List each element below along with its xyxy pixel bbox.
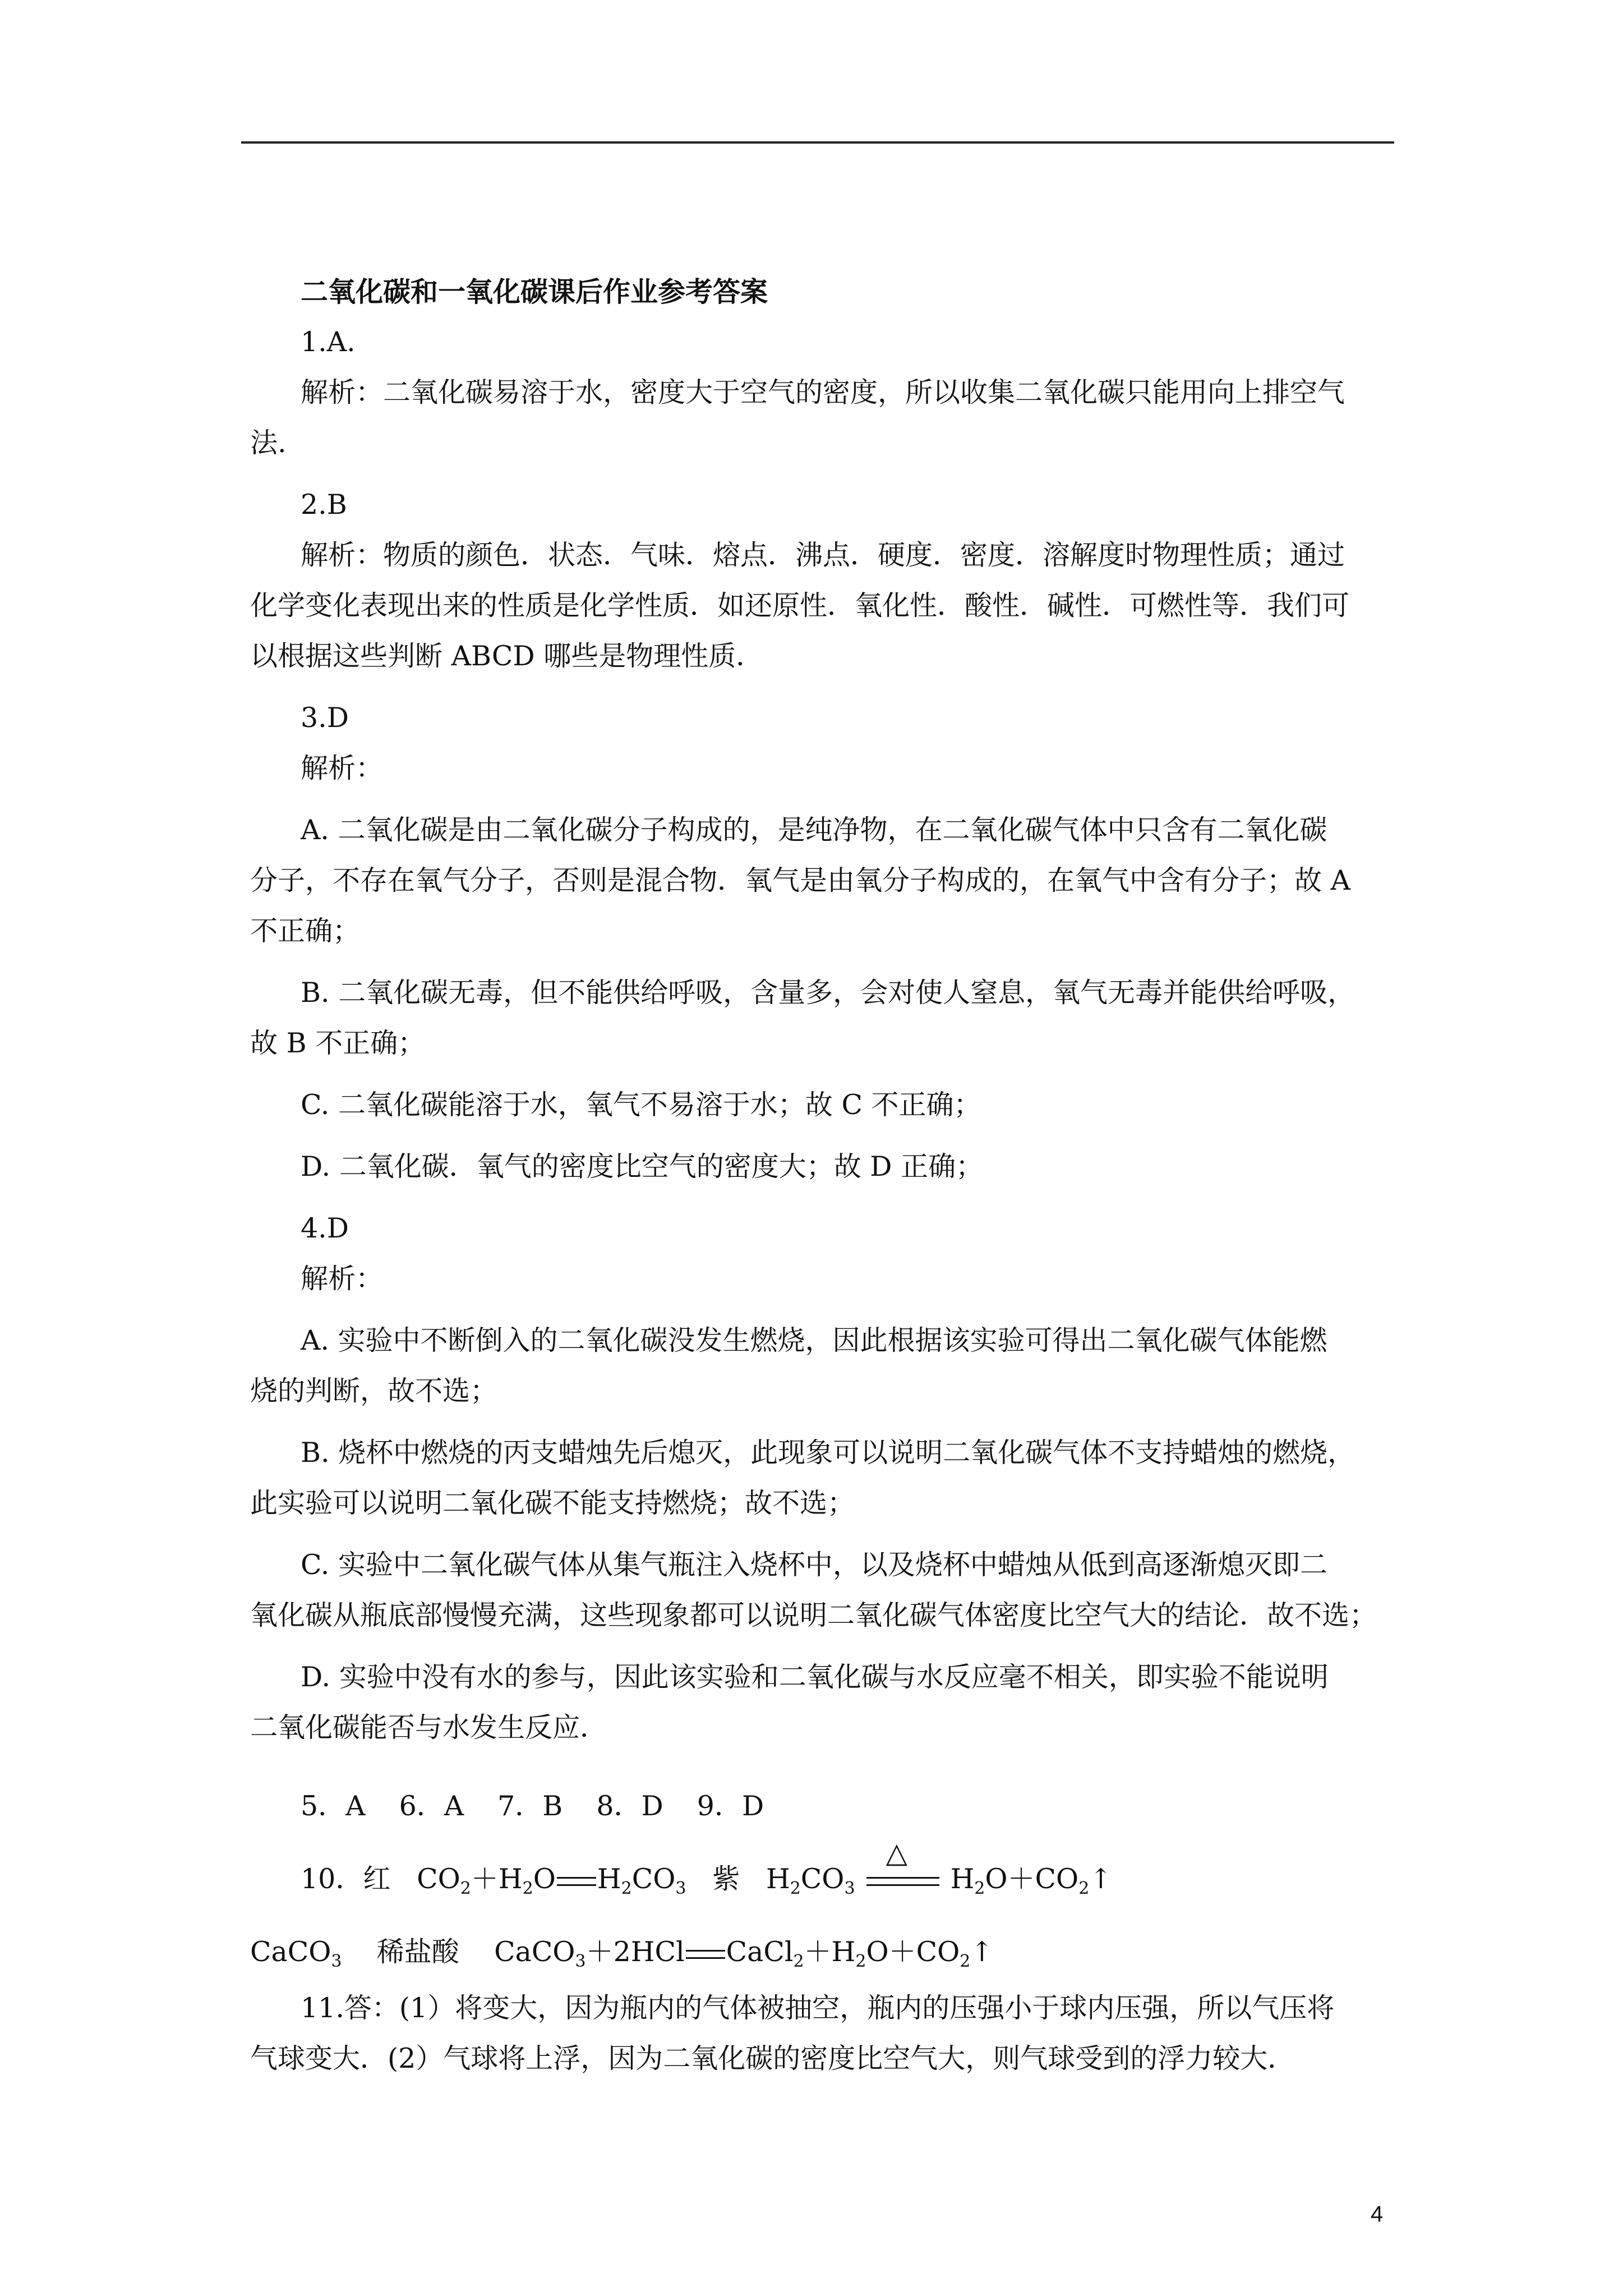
analysis-2-cont: 化学变化表现出来的性质是化学性质．如还原性．氧化性．酸性．碱性．可燃性等．我们可 [250, 590, 1350, 622]
answer-11: 11.答：(1）将变大，因为瓶内的气体被抽空，瓶内的压强小于球内压强，所以气压将 [301, 1992, 1335, 2024]
heat-triangle-icon: △ [886, 1837, 908, 1869]
answers-5-9 [301, 1789, 764, 1823]
analysis-2: 解析：物质的颜色．状态．气味．熔点．沸点．硬度．密度．溶解度时物理性质；通过 [301, 539, 1345, 571]
header-rule [241, 141, 1394, 144]
answer-5: 5．A [301, 1790, 366, 1822]
equals-sign [557, 1877, 596, 1886]
equation-caco3-hcl: CaCO$_3$＋2HCl $CaCl_2+H_2O+CO_2↑$ [494, 1936, 994, 1971]
analysis-4-c-cont: 氧化碳从瓶底部慢慢充满，这些现象都可以说明二氧化碳气体密度比空气大的结论．故不选； [250, 1599, 1377, 1631]
answer-2: 2.B [301, 489, 347, 521]
analysis-4-b-cont: 此实验可以说明二氧化碳不能支持燃烧；故不选； [250, 1487, 855, 1519]
analysis-3-a-cont: 不正确； [250, 915, 361, 947]
analysis-4-label: 解析： [301, 1263, 384, 1295]
equals-sign [686, 1950, 725, 1959]
answer-10-color-2: 紫 [712, 1863, 740, 1895]
answer-10-cont [250, 1935, 993, 1969]
heat-condition-sign [866, 1837, 939, 1896]
answer-9: 9．D [697, 1790, 764, 1822]
analysis-4-d-cont: 二氧化碳能否与水发生反应． [250, 1711, 608, 1743]
gas-arrow-icon: ↑ [970, 1936, 994, 1968]
gas-arrow-icon: ↑ [1089, 1863, 1113, 1895]
analysis-3-label: 解析： [301, 752, 384, 784]
answer-10-color-1: 红 [363, 1863, 391, 1895]
page-title: 二氧化碳和一氧化碳课后作业参考答案 [301, 275, 768, 308]
answer-3: 3.D [301, 702, 349, 734]
answer-6: 6．A [399, 1790, 464, 1822]
equation-carbonic-acid-decompose: $H_2CO_3$ △ $H_2O+CO_2↑$ [766, 1837, 1113, 1898]
answer-7: 7．B [497, 1790, 563, 1822]
analysis-2-cont: 以根据这些判断 ABCD 哪些是物理性质． [250, 640, 764, 672]
analysis-3-a-cont: 分子，不存在氧气分子，否则是混合物．氧气是由氧分子构成的，在氧气中含有分子；故 A [250, 864, 1350, 896]
equation-co2-water: $CO_2+H_2O$ $H_2CO_3$ [417, 1863, 686, 1898]
reagent-hcl: 稀盐酸 [376, 1936, 459, 1968]
analysis-3-d: D. 二氧化碳．氧气的密度比空气的密度大；故 D 正确； [301, 1151, 984, 1182]
answer-1: 1.A. [301, 326, 356, 358]
analysis-1-cont: 法. [250, 427, 287, 459]
answer-4: 4.D [301, 1212, 349, 1244]
page-number: 4 [1371, 2202, 1384, 2226]
analysis-4-a-cont: 烧的判断，故不选； [250, 1375, 498, 1407]
analysis-4-b: B. 烧杯中燃烧的丙支蜡烛先后熄灭，此现象可以说明二氧化碳气体不支持蜡烛的燃烧， [301, 1437, 1355, 1469]
analysis-1: 解析：二氧化碳易溶于水，密度大于空气的密度，所以收集二氧化碳只能用向上排空气 [301, 376, 1345, 408]
answer-10 [301, 1837, 1113, 1898]
analysis-3-c: C. 二氧化碳能溶于水，氧气不易溶于水；故 C 不正确； [301, 1089, 981, 1121]
analysis-3-b: B. 二氧化碳无毒，但不能供给呼吸，含量多，会对使人窒息，氧气无毒并能供给呼吸， [301, 977, 1355, 1009]
analysis-3-a: A. 二氧化碳是由二氧化碳分子构成的，是纯净物，在二氧化碳气体中只含有二氧化碳 [301, 814, 1327, 846]
analysis-4-a: A. 实验中不断倒入的二氧化碳没发生燃烧，因此根据该实验可得出二氧化碳气体能燃 [301, 1324, 1327, 1356]
reagent-caco3: CaCO$_3$ [250, 1936, 342, 1971]
analysis-4-d: D. 实验中没有水的参与，因此该实验和二氧化碳与水反应毫不相关，即实验不能说明 [301, 1661, 1329, 1693]
answer-8: 8．D [596, 1790, 663, 1822]
analysis-3-b-cont: 故 B 不正确； [250, 1027, 426, 1059]
analysis-4-c: C. 实验中二氧化碳气体从集气瓶注入烧杯中，以及烧杯中蜡烛从低到高逐渐熄灭即二 [301, 1549, 1327, 1581]
answer-10-number: 10． [301, 1863, 363, 1895]
answer-11-cont: 气球变大．(2）气球将上浮，因为二氧化碳的密度比空气大，则气球受到的浮力较大． [250, 2042, 1295, 2074]
